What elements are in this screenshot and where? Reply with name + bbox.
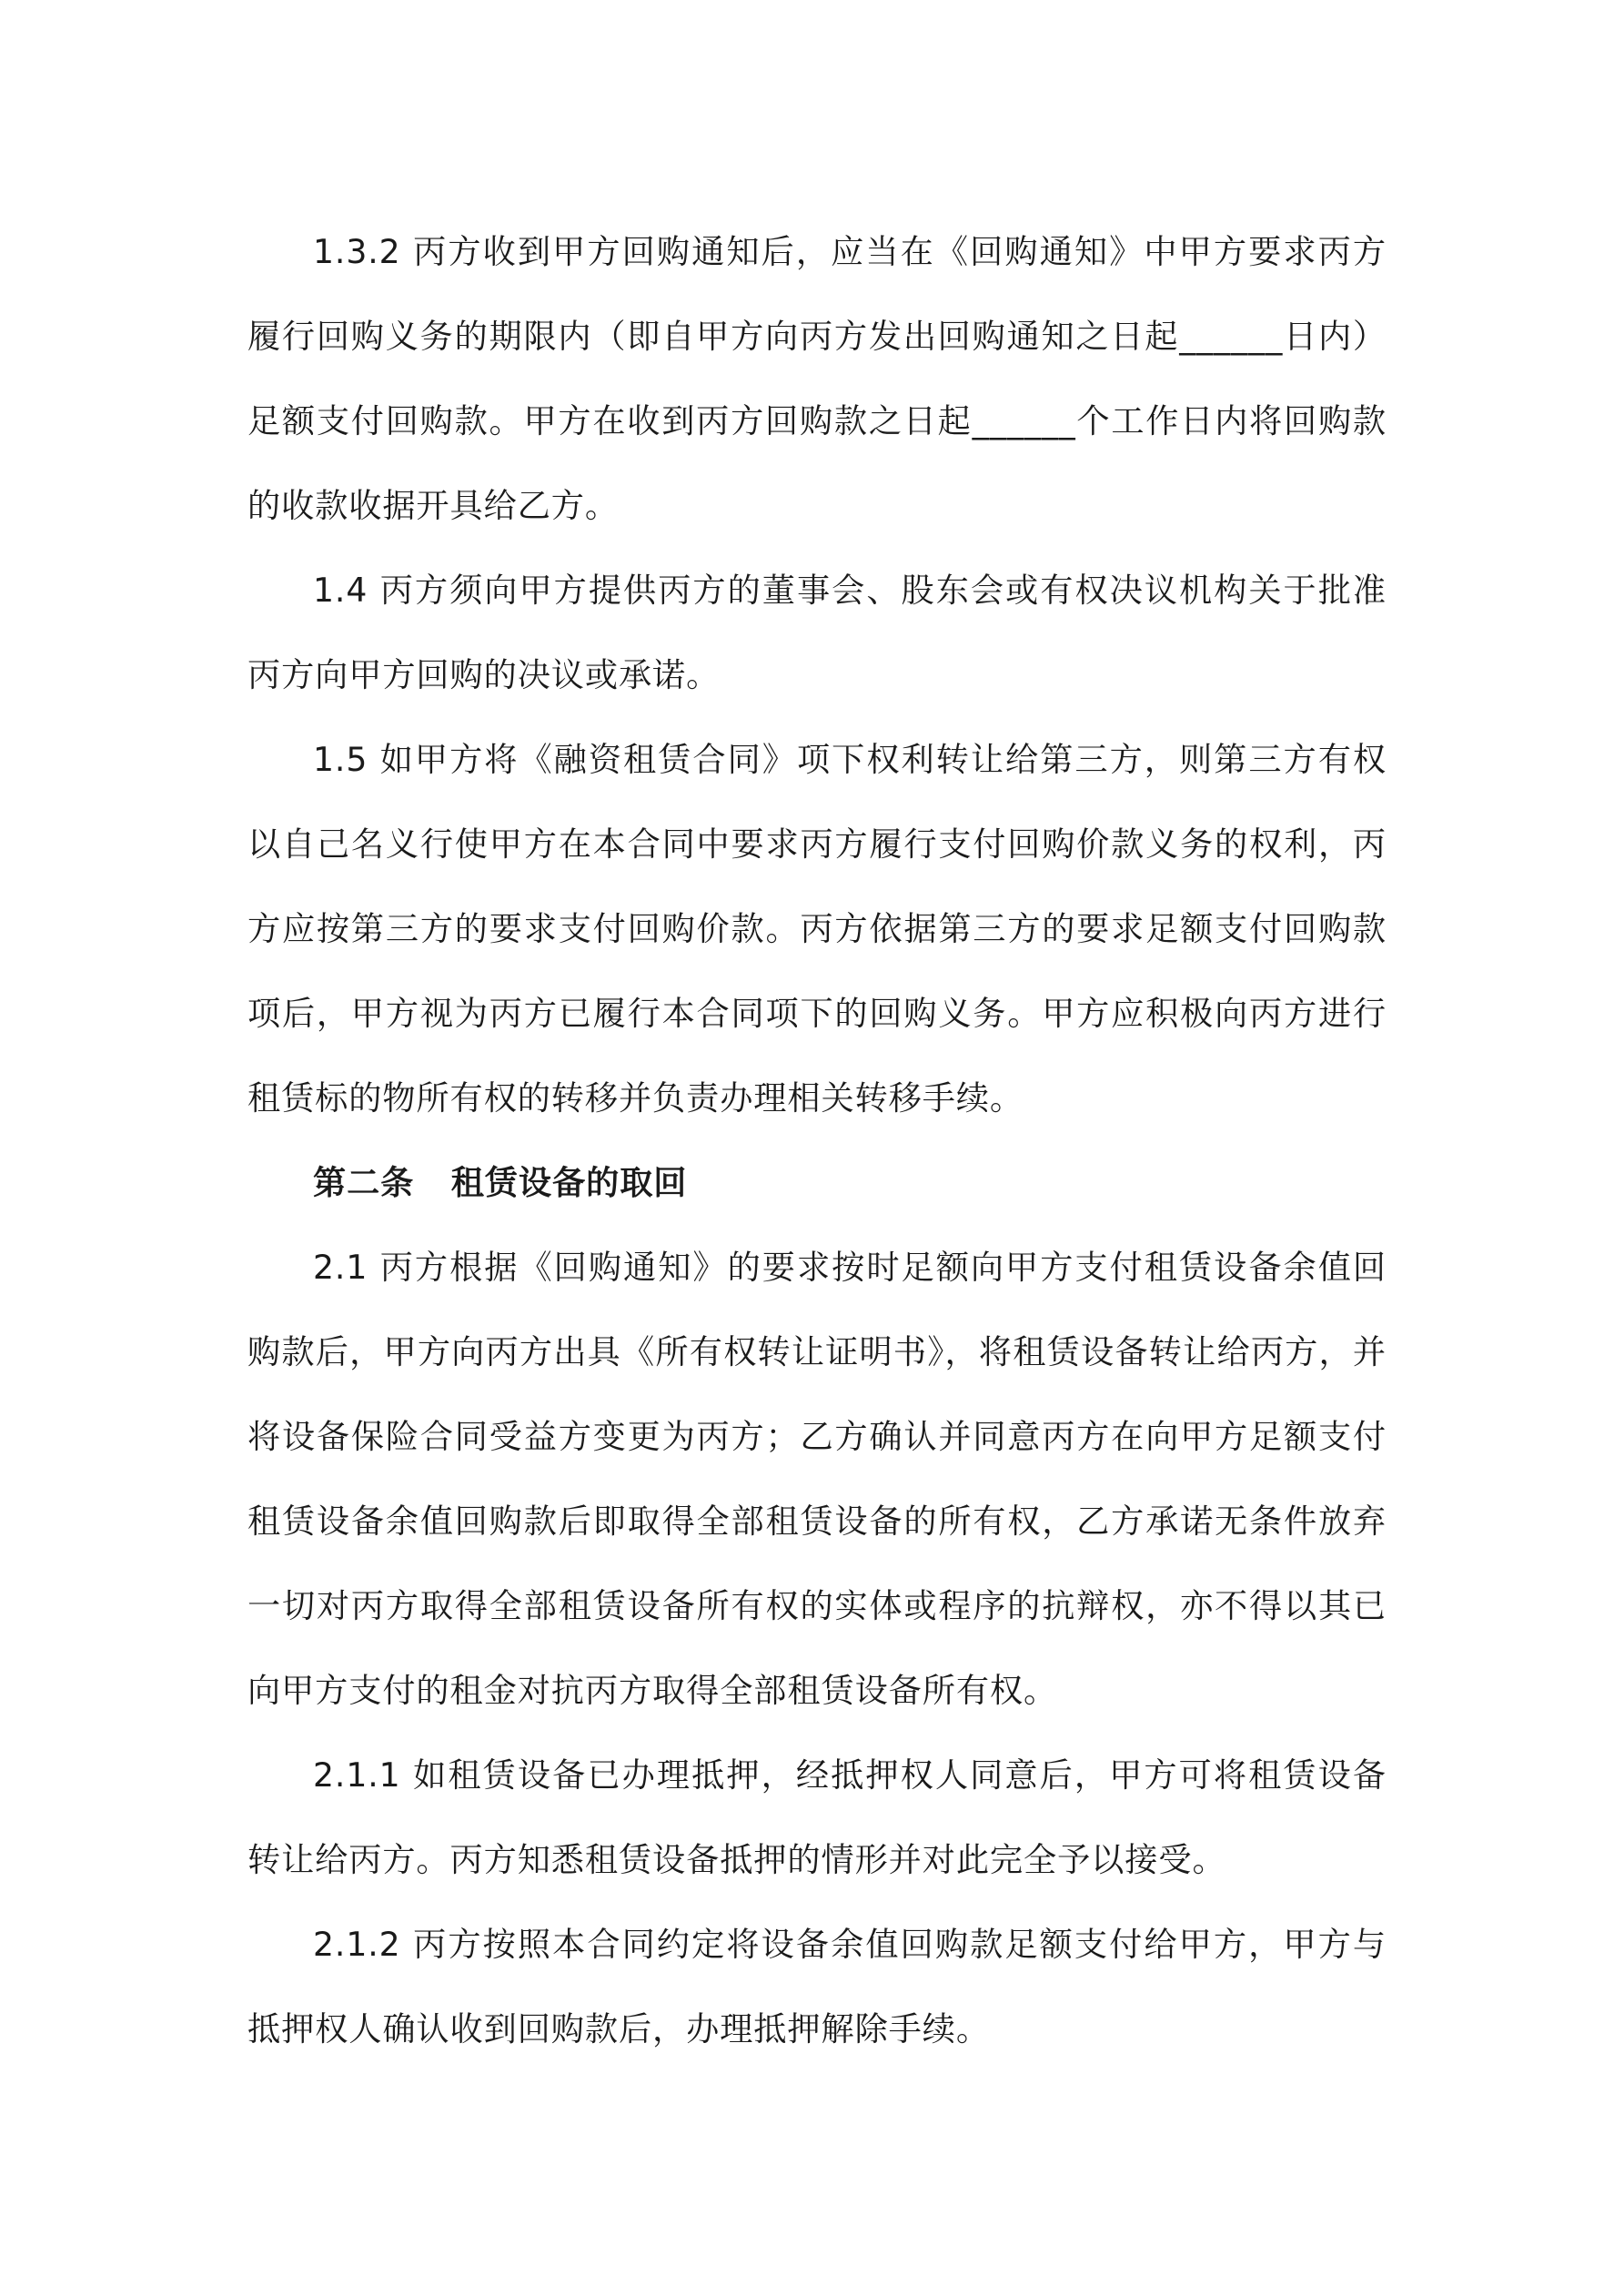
clause-2-1-2-paragraph: 2.1.2 丙方按照本合同约定将设备余值回购款足额支付给甲方，甲方与抵押权人确认收到回购款后，办理抵押解除手续。 <box>247 1925 1387 2048</box>
clause-2-1-1-paragraph: 2.1.1 如租赁设备已办理抵押，经抵押权人同意后，甲方可将租赁设备转让给丙方。丙方知悉租赁设备抵押的情形并对此完全予以接受。 <box>247 1755 1387 1879</box>
clause-1-4-paragraph: 1.4 丙方须向甲方提供丙方的董事会、股东会或有权决议机构关于批准丙方向甲方回购的决议或承诺。 <box>247 571 1387 694</box>
article-2-heading: 第二条 租赁设备的取回 <box>313 1163 688 1202</box>
clause-1-3-2-paragraph: 1.3.2 丙方收到甲方回购通知后，应当在《回购通知》中甲方要求丙方履行回购义务的期限内（即自甲方向丙方发出回购通知之日起______日内）足额支付回购款。甲方在收到丙方回购款之日起______个工作日内将回购款的收款收据开具给乙方。 <box>247 232 1387 525</box>
clause-2-1-paragraph: 2.1 丙方根据《回购通知》的要求按时足额向甲方支付租赁设备余值回购款后，甲方向丙方出具《所有权转让证明书》，将租赁设备转让给丙方，并将设备保险合同受益方变更为丙方；乙方确认并同意丙方在向甲方足额支付租赁设备余值回购款后即取得全部租赁设备的所有权，乙方承诺无条件放弃一切对丙方取得全部租赁设备所有权的实体或程序的抗辩权，亦不得以其已向甲方支付的租金对抗丙方取得全部租赁设备所有权。 <box>247 1248 1387 1710</box>
clause-1-5-paragraph: 1.5 如甲方将《融资租赁合同》项下权利转让给第三方，则第三方有权以自己名义行使甲方在本合同中要求丙方履行支付回购价款义务的权利，丙方应按第三方的要求支付回购价款。丙方依据第三方的要求足额支付回购款项后，甲方视为丙方已履行本合同项下的回购义务。甲方应积极向丙方进行租赁标的物所有权的转移并负责办理相关转移手续。 <box>247 740 1387 1118</box>
document-body <box>247 209 1387 2071</box>
